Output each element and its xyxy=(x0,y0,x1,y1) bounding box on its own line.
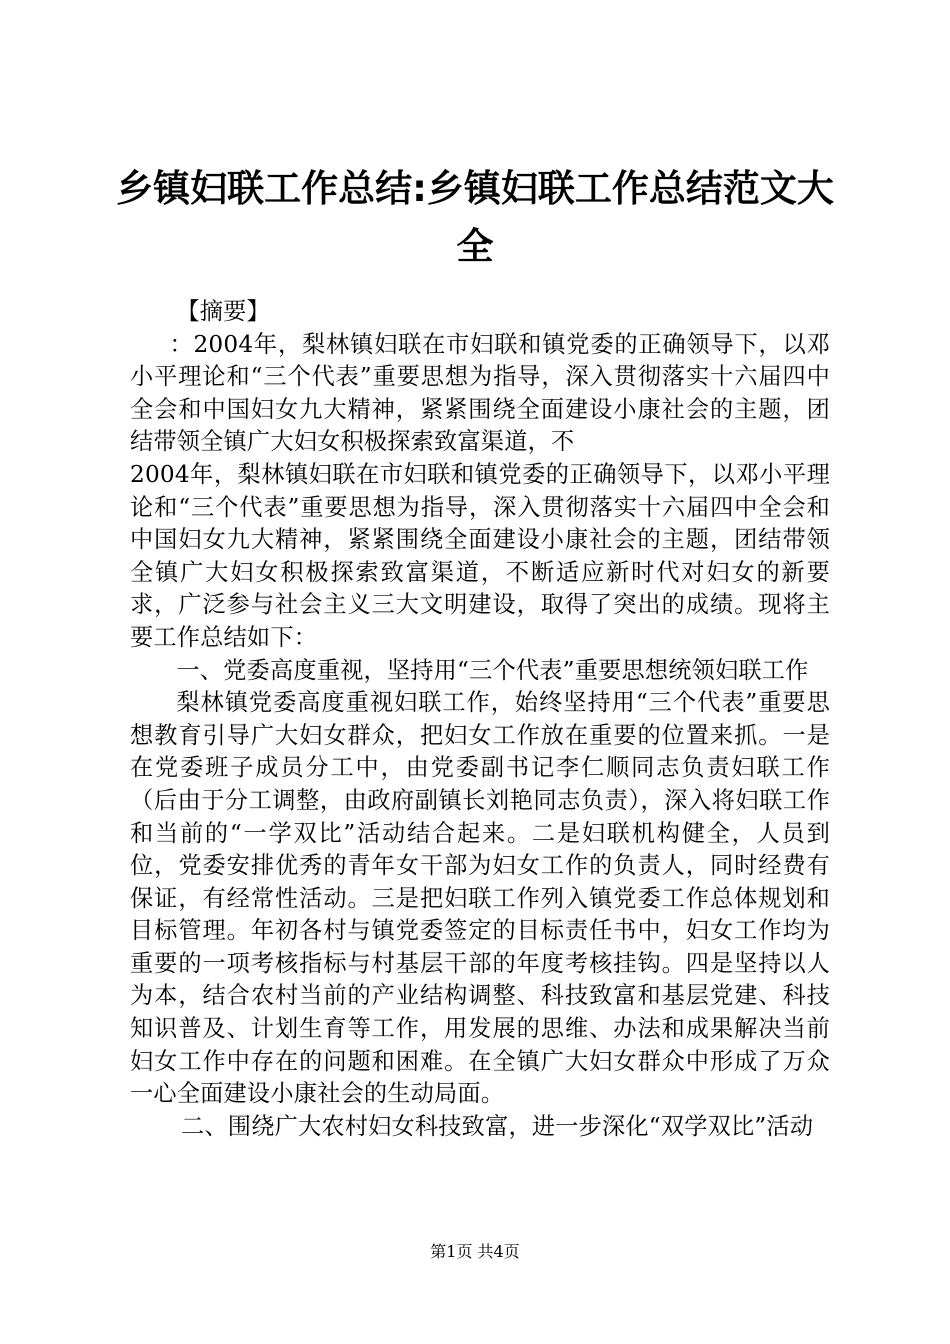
document-title: 乡镇妇联工作总结:乡镇妇联工作总结范文大全 xyxy=(116,167,834,268)
section-heading-1: 一、党委高度重视，坚持用“三个代表”重要思想统领妇联工作 xyxy=(176,656,809,684)
abstract-text: ：2004年，梨林镇妇联在市妇联和镇党委的正确领导下，以邓小平理论和“三个代表”重要思想为指导，深入贯彻落实十六届四中全会和中国妇女九大精神，紧紧围绕全面建设小康社会的主题，团结带领全镇广大妇女积极探索致富渠道，不 xyxy=(130,330,830,456)
section-heading-2: 二、围绕广大农村妇女科技致富，进一步深化“双学双比”活动 xyxy=(181,1112,814,1140)
document-body xyxy=(130,296,830,1143)
section-1-paragraph: 梨林镇党委高度重视妇联工作，始终坚持用“三个代表”重要思想教育引导广大妇女群众，把妇女工作放在重要的位置来抓。一是在党委班子成员分工中，由党委副书记李仁顺同志负责妇联工作（后由于分工调整，由政府副镇长刘艳同志负责），深入将妇联工作和当前的“一学双比”活动结合起来。二是妇联机构健全，人员到位，党委安排优秀的青年女干部为妇女工作的负责人，同时经费有保证，有经常性活动。三是把妇联工作列入镇党委工作总体规划和目标管理。年初各村与镇党委签定的目标责任书中，妇女工作均为重要的一项考核指标与村基层干部的年度考核挂钩。四是坚持以人为本，结合农村当前的产业结构调整、科技致富和基层党建、科技知识普及、计划生育等工作，用发展的思维、办法和成果解决当前妇女工作中存在的问题和困难。在全镇广大妇女群众中形成了万众一心全面建设小康社会的生动局面。 xyxy=(130,689,830,1108)
intro-paragraph: 2004年，梨林镇妇联在市妇联和镇党委的正确领导下，以邓小平理论和“三个代表”重要思想为指导，深入贯彻落实十六届四中全会和中国妇女九大精神，紧紧围绕全面建设小康社会的主题，团结带领全镇广大妇女积极探索致富渠道，不断适应新时代对妇女的新要求，广泛参与社会主义三大文明建设，取得了突出的成绩。现将主要工作总结如下： xyxy=(130,460,830,651)
page-footer: 第1页 共4页 xyxy=(430,1242,520,1261)
abstract-label: 【摘要】 xyxy=(176,298,270,325)
